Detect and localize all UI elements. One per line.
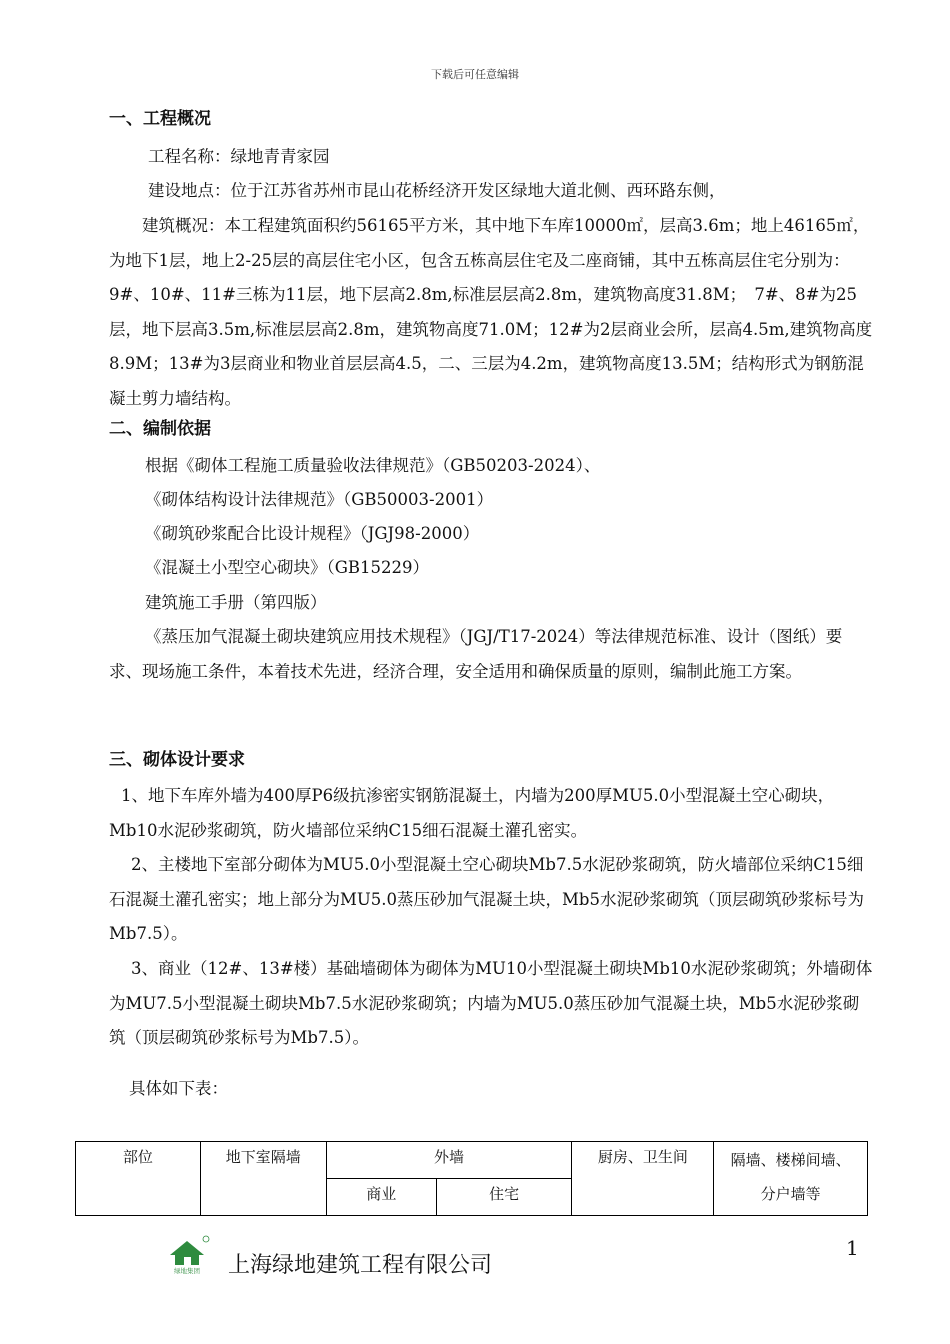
project-overview [109, 209, 874, 416]
header-basement: 地下室隔墙 [200, 1142, 326, 1216]
basis-conclusion [109, 620, 874, 689]
basis-line-4: 《混凝土小型空心砌块》（GB15229） [145, 558, 430, 577]
header-residential: 住宅 [436, 1179, 572, 1216]
section-1-title: 一、工程概况 [109, 109, 211, 129]
masonry-req-1 [109, 779, 874, 848]
req-text-3: 3、商业（12#、13#楼）基础墙砌体为砌体为MU10小型混凝土砌块Mb10水泥砂浆砌筑；外墙砌体为MU7.5小型混凝土砌块Mb7.5水泥砂浆砌筑；内墙为MU5.0蒸压砂加气混凝土块，Mb5水泥砂浆砌筑（顶层砌筑砂浆标号为Mb7.5）。 [109, 959, 873, 1047]
page-number: 1 [846, 1236, 859, 1260]
req-text-1: 1、地下车库外墙为400厚P6级抗渗密实钢筋混凝土，内墙为200厚MU5.0小型混凝土空心砌块，Mb10水泥砂浆砌筑，防火墙部位采纳C15细石混凝土灌孔密实。 [109, 786, 835, 840]
masonry-table [75, 1141, 868, 1216]
header-outer-wall: 外墙 [326, 1142, 572, 1179]
header-note: 下载后可任意编辑 [431, 68, 519, 81]
project-site: 建设地点：位于江苏省苏州市昆山花桥经济开发区绿地大道北侧、西环路东侧， [148, 181, 726, 200]
basis-line-3: 《砌筑砂浆配合比设计规程》（JGJ98-2000） [145, 524, 480, 543]
basis-line-6: 《蒸压加气混凝土砌块建筑应用技术规程》（JGJ/T17-2024）等法律规范标准、设计（图纸）要求、现场施工条件，本着技术先进，经济合理，安全适用和确保质量的原则，编制此施工方案。 [109, 627, 843, 681]
company-name: 上海绿地建筑工程有限公司 [228, 1253, 493, 1278]
basis-line-1: 根据《砌体工程施工质量验收法律规范》（GB50203-2024）、 [145, 456, 601, 475]
project-name: 工程名称：绿地青青家园 [148, 147, 330, 166]
section-2-title: 二、编制依据 [109, 419, 211, 439]
basis-line-5: 建筑施工手册（第四版） [145, 593, 327, 612]
header-kitchen: 厨房、卫生间 [572, 1142, 714, 1216]
greenland-logo [165, 1234, 211, 1274]
header-partition-line-1: 隔墙、楼梯间墙、 [730, 1151, 851, 1169]
masonry-req-2 [109, 848, 874, 952]
section-3-title: 三、砌体设计要求 [109, 750, 245, 770]
req-text-2: 2、主楼地下室部分砌体为MU5.0小型混凝土空心砌块Mb7.5水泥砂浆砌筑，防火墙部位采纳C15细石混凝土灌孔密实；地上部分为MU5.0蒸压砂加气混凝土块，Mb5水泥砂浆砌筑（顶层砌筑砂浆标号为Mb7.5）。 [109, 855, 864, 943]
header-partition [714, 1142, 868, 1216]
basis-line-2: 《砌体结构设计法律规范》（GB50003-2001） [145, 490, 494, 509]
header-partition-line-2: 分户墙等 [760, 1185, 821, 1203]
overview-text: 建筑概况：本工程建筑面积约56165平方米，其中地下车库10000㎡，层高3.6m；地上46165㎡，为地下1层，地上2-25层的高层住宅小区，包含五栋高层住宅及二座商铺，其中五栋高层住宅分别为： 9#、10#、11#三栋为11层，地下层高2.8m,标准层层高2.8m，建筑物高度31.8M； 7#、8#为25层，地下层高3.5m,标准层层高2.8m，建筑物高度71.0M；12#为2层商业会所，层高4.5m,建筑物高度8.9M；13#为3层商业和物业首层层高4.5，二、三层为4.2m，建筑物高度13.5M；结构形式为钢筋混凝土剪力墙结构。 [109, 216, 873, 408]
table-intro: 具体如下表： [129, 1079, 228, 1098]
header-part: 部位 [76, 1142, 201, 1216]
logo-text: 绿地集团 [174, 1267, 200, 1274]
masonry-req-3 [109, 952, 874, 1056]
header-commercial: 商业 [326, 1179, 436, 1216]
